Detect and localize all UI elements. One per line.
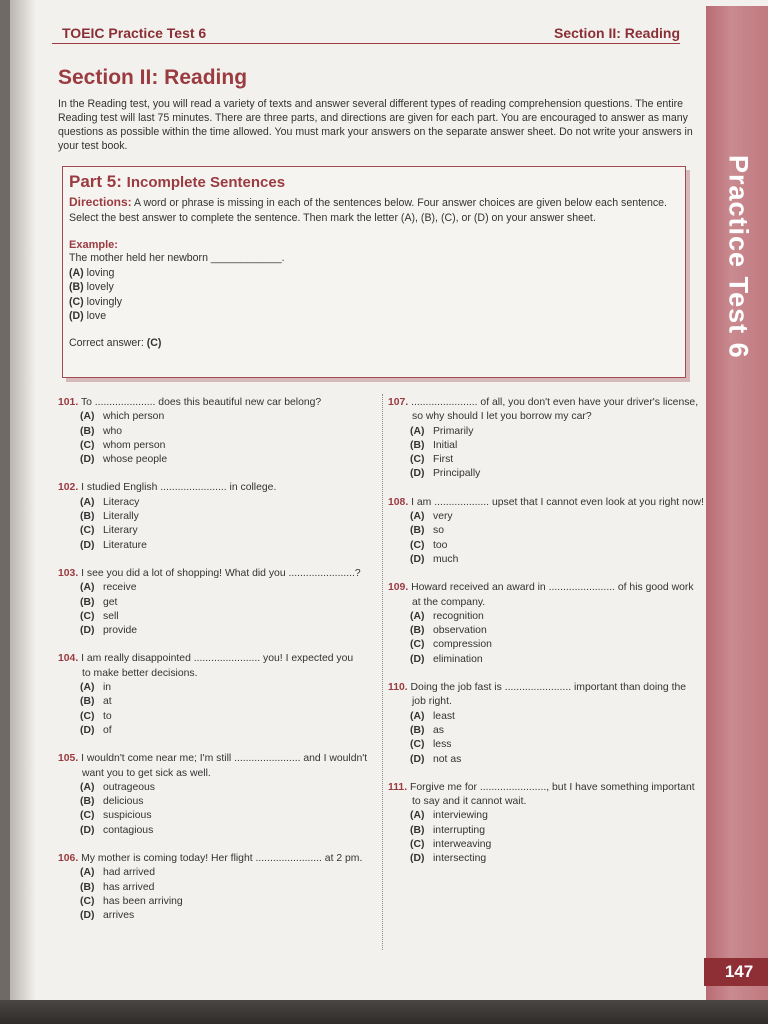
question-number: 102.	[58, 482, 79, 494]
question-text: I studied English ....................... in college.	[81, 482, 277, 494]
spine-shadow	[10, 0, 36, 1000]
option-letter: (D)	[410, 553, 425, 565]
answer-option	[388, 524, 708, 538]
question-number: 105.	[58, 753, 79, 765]
question-text: Doing the job fast is ....................... important than doing the	[410, 682, 687, 694]
question-stem	[58, 481, 376, 495]
option-letter: (C)	[80, 439, 95, 451]
question-item	[388, 681, 708, 767]
option-text: get	[103, 596, 118, 608]
answer-option	[388, 724, 708, 738]
option-text: arrives	[103, 910, 135, 922]
answer-option	[58, 824, 376, 838]
question-text: I am really disappointed ....................... you! I expected you	[81, 653, 354, 665]
question-number: 106.	[58, 853, 79, 865]
option-text: Literally	[103, 511, 139, 523]
option-letter: (B)	[80, 596, 95, 608]
answer-option	[58, 524, 376, 538]
answer-option	[388, 838, 708, 852]
option-text: Literacy	[103, 496, 140, 508]
option-text: delicious	[103, 796, 144, 808]
option-text: intersecting	[433, 853, 487, 865]
question-text: I am ................... upset that I cannot even look at you right now!	[411, 496, 704, 508]
option-text: in	[103, 682, 112, 694]
option-letter: (C)	[80, 810, 95, 822]
answer-option	[58, 881, 376, 895]
answer-option	[58, 866, 376, 880]
option-text: recognition	[433, 610, 484, 622]
question-text: To ..................... does this beautiful new car belong?	[80, 397, 322, 408]
table-edge	[0, 1000, 768, 1024]
option-text: whose people	[103, 454, 168, 466]
option-letter: (D)	[80, 910, 95, 922]
option-letter: (D)	[410, 653, 425, 665]
question-text-continued: at the company.	[412, 596, 486, 608]
question-text: Howard received an award in ....................... of his good work	[411, 582, 694, 594]
page-number: 147	[704, 958, 768, 986]
example-label: Example:	[69, 239, 118, 251]
answer-option	[58, 795, 376, 809]
question-item	[388, 396, 708, 482]
option-letter: (A)	[410, 710, 425, 722]
option-letter: (D)	[410, 468, 425, 480]
question-number: 109.	[388, 582, 409, 594]
option-letter: (A)	[80, 682, 95, 694]
question-stem	[58, 396, 376, 410]
option-text: interweaving	[433, 839, 492, 851]
option-letter: (B)	[80, 425, 95, 437]
option-text: elimination	[433, 653, 483, 665]
question-stem	[388, 581, 708, 595]
option-letter: (B)	[80, 881, 95, 893]
question-text-continued: to make better decisions.	[82, 667, 198, 679]
answer-option	[388, 624, 708, 638]
option-text: who	[103, 425, 123, 437]
option-letter: (C)	[69, 295, 84, 308]
option-letter: (C)	[80, 610, 95, 622]
option-letter: (C)	[410, 739, 425, 751]
option-text: not as	[433, 753, 462, 765]
option-letter: (B)	[410, 439, 425, 451]
option-text: to	[103, 710, 112, 722]
option-text: lovingly	[86, 295, 123, 308]
section-title: Section II: Reading	[58, 66, 248, 89]
option-text: contagious	[103, 824, 154, 836]
question-stem	[58, 852, 376, 866]
question-stem	[388, 681, 708, 695]
option-text: much	[433, 553, 459, 565]
option-text: provide	[103, 625, 138, 637]
correct-answer-label: Correct answer:	[69, 336, 144, 349]
question-text-continued: to say and it cannot wait.	[412, 796, 527, 808]
question-stem	[58, 567, 376, 581]
example-option	[69, 266, 679, 281]
question-number: 111.	[388, 781, 408, 793]
question-text-continued: want you to get sick as well.	[82, 767, 211, 779]
answer-option	[388, 610, 708, 624]
questions-column-right	[388, 396, 708, 881]
example-options	[69, 266, 679, 324]
option-text: whom person	[103, 439, 166, 451]
question-item	[388, 581, 708, 667]
option-text: First	[433, 454, 454, 466]
answer-option	[58, 681, 376, 695]
answer-option	[388, 710, 708, 724]
question-stem	[388, 396, 708, 410]
questions-column-left	[58, 396, 376, 938]
option-letter: (A)	[80, 867, 95, 879]
question-stem	[58, 752, 376, 766]
question-text: I wouldn't come near me; I'm still ....................... and I wouldn't	[81, 753, 368, 765]
question-number: 104.	[58, 653, 79, 665]
running-header	[52, 24, 680, 44]
correct-answer-value: (C)	[146, 336, 162, 349]
option-letter: (C)	[80, 895, 95, 907]
part-title	[69, 172, 679, 192]
option-letter: (A)	[80, 496, 95, 508]
option-letter: (A)	[69, 266, 84, 279]
answer-option	[58, 695, 376, 709]
answer-option	[58, 710, 376, 724]
question-text-continued: job right.	[412, 696, 452, 708]
option-text: very	[433, 511, 453, 523]
option-text: Literature	[103, 539, 147, 551]
option-letter: (D)	[80, 724, 95, 736]
example-option	[69, 280, 679, 295]
answer-option	[58, 539, 376, 553]
section-intro: In the Reading test, you will read a variety of texts and answer several different types of reading comprehension questions. The entire Reading test will last 75 minutes. There are three parts, and directions are given for each part. You are encouraged to answer as many questions as possible within the time allowed. You must mark your answers on the separate answer sheet. Do not write your answers in your test book.	[58, 98, 693, 152]
option-text: interviewing	[433, 810, 488, 822]
question-number: 110.	[388, 682, 408, 694]
question-text-continued: so why should I let you borrow my car?	[412, 411, 592, 423]
option-text: less	[433, 739, 452, 751]
option-text: too	[433, 539, 448, 551]
option-letter: (D)	[80, 539, 95, 551]
option-text: interrupting	[433, 824, 485, 836]
option-letter: (B)	[410, 625, 425, 637]
question-number: 108.	[388, 496, 409, 508]
option-text: Initial	[433, 439, 458, 451]
option-text: love	[86, 310, 107, 322]
option-letter: (A)	[410, 610, 425, 622]
answer-option	[58, 453, 376, 467]
option-text: so	[433, 525, 444, 537]
answer-option	[388, 852, 708, 866]
option-letter: (C)	[410, 539, 425, 551]
example-option	[69, 295, 679, 310]
answer-option	[58, 909, 376, 923]
option-text: which person	[103, 411, 165, 423]
question-item	[58, 396, 376, 467]
option-letter: (C)	[80, 525, 95, 537]
option-letter: (C)	[410, 839, 425, 851]
option-letter: (D)	[69, 310, 84, 322]
header-section-title: Section II: Reading	[553, 25, 680, 41]
part-title-name: Incomplete Sentences	[126, 174, 286, 191]
answer-option	[388, 453, 708, 467]
question-text: ....................... of all, you don't even have your driver's license,	[411, 397, 699, 408]
option-letter: (D)	[410, 753, 425, 765]
answer-option	[388, 439, 708, 453]
directions	[69, 195, 679, 226]
option-text: Literary	[103, 525, 138, 537]
answer-option	[58, 425, 376, 439]
option-letter: (D)	[410, 853, 425, 865]
answer-option	[388, 653, 708, 667]
question-stem	[58, 652, 376, 666]
question-stem	[388, 496, 708, 510]
option-letter: (D)	[80, 824, 95, 836]
directions-label: Directions:	[69, 195, 132, 209]
option-letter: (C)	[80, 710, 95, 722]
option-text: Principally	[433, 468, 481, 480]
answer-option	[58, 610, 376, 624]
example-option	[69, 309, 679, 324]
option-letter: (A)	[80, 781, 95, 793]
option-letter: (A)	[410, 511, 425, 523]
option-text: observation	[433, 625, 487, 637]
option-letter: (D)	[80, 625, 95, 637]
option-letter: (B)	[410, 525, 425, 537]
option-text: receive	[103, 582, 137, 594]
option-letter: (B)	[80, 696, 95, 708]
part5-directions-box	[62, 166, 686, 378]
column-divider	[382, 394, 383, 950]
option-letter: (C)	[410, 454, 425, 466]
option-text: outrageous	[103, 781, 155, 793]
option-text: compression	[433, 639, 492, 651]
answer-option	[58, 624, 376, 638]
option-text: Primarily	[433, 425, 474, 437]
answer-option	[388, 753, 708, 767]
answer-option	[388, 638, 708, 652]
directions-text: A word or phrase is missing in each of the sentences below. Four answer choices are given below each sentence. Select the best answer to complete the sentence. Then mark the letter (A), (B), (C), or (D) on your answer sheet.	[69, 197, 667, 224]
option-text: sell	[103, 610, 119, 622]
answer-option	[388, 539, 708, 553]
answer-option	[58, 724, 376, 738]
question-item	[58, 481, 376, 552]
option-letter: (A)	[80, 411, 95, 423]
answer-option	[388, 553, 708, 567]
answer-option	[58, 596, 376, 610]
option-letter: (B)	[410, 824, 425, 836]
question-item	[58, 752, 376, 838]
option-text: loving	[86, 266, 115, 279]
header-test-title: TOEIC Practice Test 6	[62, 25, 207, 41]
question-number: 107.	[388, 397, 409, 408]
question-number: 103.	[58, 567, 79, 579]
option-text: at	[103, 696, 112, 708]
option-letter: (D)	[80, 454, 95, 466]
answer-option	[388, 738, 708, 752]
option-letter: (C)	[410, 639, 425, 651]
option-text: lovely	[86, 281, 114, 293]
correct-answer	[69, 337, 679, 349]
answer-option	[58, 781, 376, 795]
answer-option	[388, 824, 708, 838]
question-item	[58, 852, 376, 923]
option-letter: (A)	[410, 810, 425, 822]
option-letter: (B)	[69, 281, 84, 293]
option-letter: (A)	[410, 425, 425, 437]
option-letter: (B)	[80, 511, 95, 523]
answer-option	[58, 809, 376, 823]
part-title-prefix: Part 5:	[69, 172, 122, 191]
book-page	[10, 0, 768, 1000]
option-text: suspicious	[103, 810, 152, 822]
question-item	[388, 496, 708, 567]
example-stem: The mother held her newborn ____________.	[69, 252, 285, 264]
answer-option	[58, 496, 376, 510]
answer-option	[58, 581, 376, 595]
option-text: as	[433, 724, 444, 736]
question-stem	[388, 781, 708, 795]
option-text: had arrived	[103, 867, 155, 879]
answer-option	[58, 895, 376, 909]
question-item	[388, 781, 708, 867]
answer-option	[388, 510, 708, 524]
answer-option	[58, 439, 376, 453]
side-tab-title: Practice Test 6	[723, 155, 754, 359]
option-letter: (B)	[410, 724, 425, 736]
option-text: has been arriving	[103, 895, 183, 907]
answer-option	[388, 467, 708, 481]
option-text: has arrived	[103, 881, 155, 893]
option-text: of	[103, 724, 112, 736]
answer-option	[388, 425, 708, 439]
option-letter: (A)	[80, 582, 95, 594]
question-text: My mother is coming today! Her flight ....................... at 2 pm.	[81, 853, 363, 865]
answer-option	[58, 510, 376, 524]
question-text: I see you did a lot of shopping! What did you .......................?	[81, 567, 361, 579]
question-item	[58, 567, 376, 638]
answer-option	[58, 410, 376, 424]
answer-option	[388, 809, 708, 823]
question-text: Forgive me for ......................., but I have something important	[409, 781, 695, 793]
option-text: least	[433, 710, 455, 722]
question-number: 101.	[58, 397, 79, 408]
option-letter: (B)	[80, 796, 95, 808]
question-item	[58, 652, 376, 738]
